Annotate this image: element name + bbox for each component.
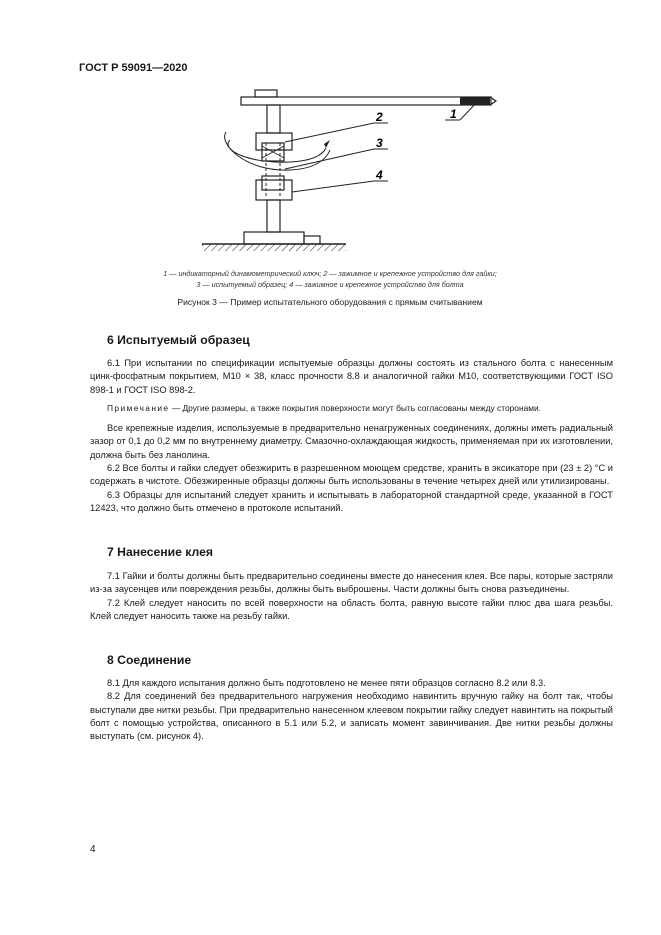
torque-wrench: [241, 90, 496, 105]
legend-line-2: 3 — испытуемый образец; 4 — зажимное и крепежное устройство для болта: [196, 280, 464, 289]
document-header: ГОСТ Р 59091—2020: [79, 62, 188, 74]
para-7-2: 7.2 Клей следует наносить по всей поверхности на область болта, равную высоте гайки плюс два шага резьбы. Клей следует наносить также на резьбу гайки.: [90, 597, 613, 621]
para-7-1: 7.1 Гайки и болты должны быть предварительно соединены вместе до нанесения клея. Все пары, которые застряли из-за заусенцев или повреждения резьбы, должны быть выброшены. Части должны быть снова разъединены.: [90, 571, 613, 595]
note-label: Примечание: [107, 402, 170, 413]
test-equipment-figure: [190, 88, 510, 266]
note-text: — Другие размеры, а также покрытия поверхности могут быть согласованы между сторонами.: [169, 402, 541, 413]
para-8-1: 8.1 Для каждого испытания должно быть подготовлено не менее пяти образцов согласно 8.2 или 8.3.: [107, 678, 546, 688]
callout-4: 4: [376, 168, 383, 182]
section-8-heading: 8 Соединение: [107, 653, 192, 667]
base-support: [202, 232, 346, 251]
callout-1: 1: [450, 107, 457, 121]
callout-3: 3: [376, 136, 383, 150]
para-6-2: 6.2 Все болты и гайки следует обезжирить в разрешенном моющем средстве, хранить в эксикаторе при (23 ± 2) °С и содержать в чистоте. Обезжиренные образцы должны быть использованы в течение четырех дней или утилизированы.: [90, 463, 613, 487]
section-6-paragraphs: [90, 357, 613, 515]
figure-caption: Рисунок 3 — Пример испытательного оборудования с прямым считыванием: [177, 297, 483, 307]
page-number: 4: [90, 844, 96, 855]
section-7-heading: 7 Нанесение клея: [107, 545, 214, 559]
figure-legend: [60, 268, 600, 290]
legend-line-1: 1 — индикаторный динамометрический ключ; 2 — зажимное и крепежное устройство для гайки;: [163, 269, 497, 278]
section-6-heading: 6 Испытуемый образец: [107, 333, 250, 347]
para-6-1b: Все крепежные изделия, используемые в предварительно ненагруженных соединениях, должны иметь радиальный зазор от 0,1 до 0,2 мм по внутреннему диаметру. Смазочно-охлаждающая жидкость, применяемая при их изготовлении, должна быть без ланолина.: [90, 423, 613, 460]
bolt-clamp-device: [256, 180, 292, 232]
para-6-1: 6.1 При испытании по спецификации испытуемые образцы должны состоять из стального болта с нанесенным цинк-фосфатным покрытием, М10 × 38, класс прочности 8.8 и аналогичной гайки М10, соответствующими ГОСТ ISO 898-1 и ГОСТ ISO 898-2.: [90, 358, 613, 395]
section-8-paragraphs: [90, 677, 613, 743]
note: [90, 402, 613, 415]
rotation-arrows: [225, 132, 330, 170]
para-6-3: 6.3 Образцы для испытаний следует хранить и испытывать в лабораторной стандартной среде, указанной в ГОСТ 12423, что должно быть отмечено в протоколе испытаний.: [90, 489, 613, 513]
para-8-2: 8.2 Для соединений без предварительного нагружения необходимо навинтить вручную гайку на болт так, чтобы выступали две нитки резьбы. При предварительно нанесенном клеевом покрытии гайку следует навинтить на покрытый болт с помощью устройства, описанного в 5.1 или 5.2, и записать момент завинчивания. Две нитки резьбы должны выступать (см. рисунок 4).: [90, 691, 613, 742]
section-7-paragraphs: [90, 570, 613, 623]
callout-2: 2: [376, 110, 383, 124]
